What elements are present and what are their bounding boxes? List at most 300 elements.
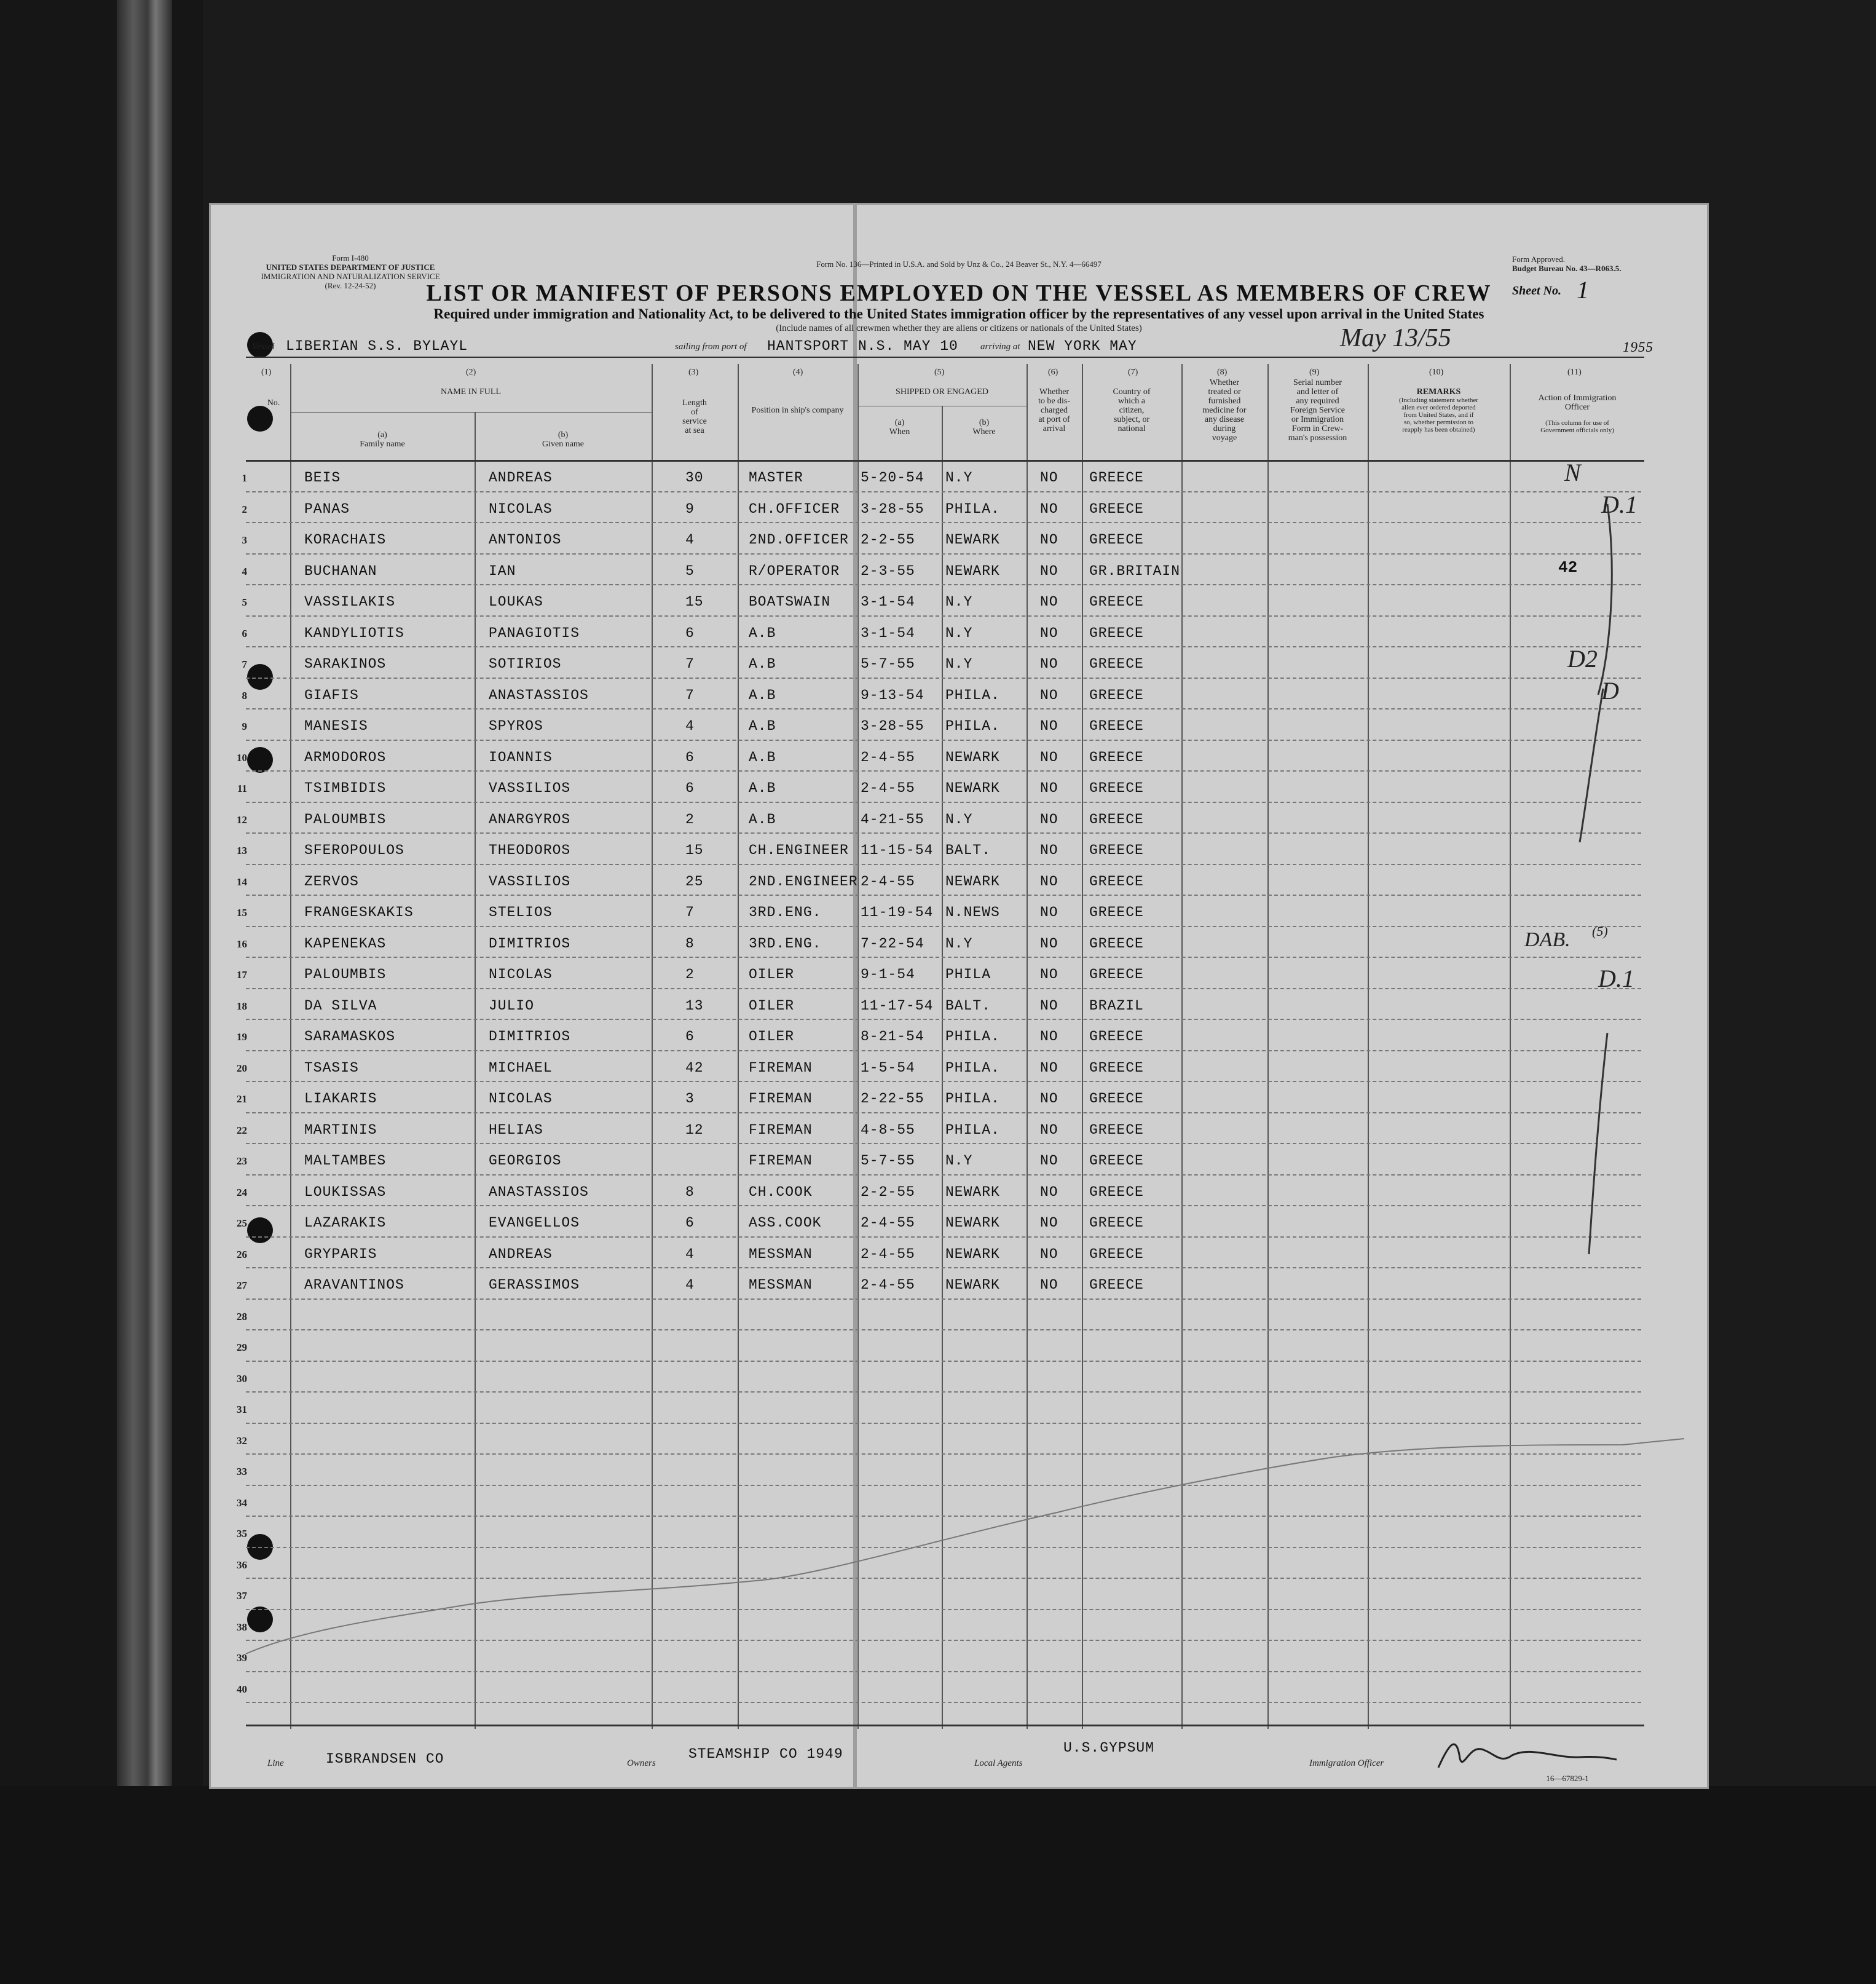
cell-when: 2-22-55 [861, 1091, 924, 1107]
cell-country: GREECE [1089, 873, 1144, 890]
cell-given: MICHAEL [489, 1059, 553, 1076]
cell-where: NEWARK [945, 1277, 1000, 1293]
row-number: 15 [237, 907, 247, 919]
cell-when: 7-22-54 [861, 935, 924, 952]
header-when: (a) When [889, 418, 910, 437]
annotation-dab: DAB. [1524, 928, 1571, 951]
manifest-subtitle: Required under immigration and Nationality Act, to be delivered to the United States immigration officer by the representatives of any vessel upon arrival in the United States [433, 306, 1484, 322]
year: 1955 [1623, 339, 1653, 355]
film-edge-strip [117, 0, 172, 1984]
cell-country: GREECE [1089, 1153, 1144, 1169]
sailing-port: HANTSPORT N.S. MAY 10 [767, 338, 958, 354]
cell-country: GREECE [1089, 1121, 1144, 1138]
cell-given: VASSILIOS [489, 780, 571, 796]
cell-country: GREECE [1089, 966, 1144, 982]
row-number: 9 [242, 721, 247, 732]
row-number: 8 [242, 689, 247, 702]
crew-row [209, 555, 1709, 586]
cell-length: 7 [685, 687, 695, 703]
crew-row [209, 1082, 1709, 1113]
col-num: (5) [934, 368, 945, 377]
cell-given: HELIAS [489, 1121, 543, 1138]
cell-where: N.Y [945, 594, 973, 610]
cell-position: 3RD.ENG. [749, 904, 822, 920]
line-value: ISBRANDSEN CO [326, 1751, 444, 1767]
cell-where: PHILA. [945, 687, 1000, 703]
cell-position: A.B [749, 718, 776, 734]
cell-when: 2-4-55 [861, 780, 915, 796]
cell-position: FIREMAN [749, 1121, 813, 1138]
cell-when: 3-1-54 [861, 625, 915, 641]
cell-position: OILER [749, 1029, 795, 1045]
cell-discharged: NO [1040, 625, 1058, 641]
cell-given: DIMITRIOS [489, 1029, 571, 1045]
row-number: 23 [237, 1155, 247, 1167]
cell-family: MALTAMBES [304, 1153, 387, 1169]
row-number: 30 [237, 1372, 247, 1385]
row-number: 36 [237, 1559, 247, 1571]
cell-where: NEWARK [945, 749, 1000, 765]
row-number: 33 [237, 1466, 247, 1477]
cell-discharged: NO [1040, 935, 1058, 952]
cell-given: ANARGYROS [489, 811, 571, 828]
cell-position: FIREMAN [749, 1091, 813, 1107]
cell-when: 2-4-55 [861, 1246, 915, 1262]
row-number: 7 [242, 658, 247, 670]
crew-row [209, 523, 1709, 555]
cell-country: GREECE [1089, 1029, 1144, 1045]
cell-family: TSASIS [304, 1059, 359, 1076]
row-number: 5 [242, 596, 247, 608]
header-where: (b) Where [972, 418, 996, 437]
cell-discharged: NO [1040, 1121, 1058, 1138]
cell-length: 4 [685, 1277, 695, 1293]
cell-length: 15 [685, 594, 704, 610]
cell-where: NEWARK [945, 532, 1000, 548]
punch-hole [247, 406, 273, 432]
header-country: Country of which a citizen, subject, or national [1113, 387, 1151, 433]
name-subheader-line [290, 412, 652, 413]
cell-discharged: NO [1040, 966, 1058, 982]
cell-where: N.NEWS [945, 904, 1000, 920]
cell-when: 11-17-54 [861, 997, 934, 1014]
crew-row [209, 1206, 1709, 1238]
crew-row [209, 803, 1709, 834]
col-num: (9) [1309, 368, 1320, 377]
row-number: 17 [237, 969, 247, 981]
cell-where: N.Y [945, 1153, 973, 1169]
cell-family: SFEROPOULOS [304, 842, 404, 858]
cell-discharged: NO [1040, 1184, 1058, 1200]
cell-position: A.B [749, 656, 776, 672]
crew-row [209, 741, 1709, 772]
cell-discharged: NO [1040, 1153, 1058, 1169]
agents-value: U.S.GYPSUM [1063, 1740, 1155, 1756]
row-number: 20 [237, 1062, 247, 1074]
col-num: (4) [793, 368, 803, 377]
cell-given: THEODOROS [489, 842, 571, 858]
cell-length: 7 [685, 656, 695, 672]
crew-row [209, 1020, 1709, 1051]
cell-length: 42 [685, 1059, 704, 1076]
cell-discharged: NO [1040, 1091, 1058, 1107]
cell-discharged: NO [1040, 1277, 1058, 1293]
cell-position: 2ND.ENGINEER [749, 873, 858, 890]
cell-family: KANDYLIOTIS [304, 625, 404, 641]
printer-note: Form No. 136—Printed in U.S.A. and Sold by Unz & Co., 24 Beaver St., N.Y. 4—66497 [816, 259, 1102, 269]
cell-when: 11-19-54 [861, 904, 934, 920]
cell-country: GREECE [1089, 594, 1144, 610]
cell-country: BRAZIL [1089, 997, 1144, 1014]
cell-family: ARAVANTINOS [304, 1277, 404, 1293]
cell-family: PALOUMBIS [304, 811, 387, 828]
cell-length: 6 [685, 1215, 695, 1231]
vessel-name: LIBERIAN S.S. BYLAYL [286, 338, 468, 354]
cell-given: ANASTASSIOS [489, 1184, 589, 1200]
cell-given: DIMITRIOS [489, 935, 571, 952]
cell-length: 15 [685, 842, 704, 858]
cell-where: N.Y [945, 935, 973, 952]
header-no: No. [267, 398, 280, 408]
cell-country: GREECE [1089, 749, 1144, 765]
cell-country: GREECE [1089, 625, 1144, 641]
crew-row [209, 461, 1709, 492]
cell-when: 4-21-55 [861, 811, 924, 828]
cell-position: OILER [749, 966, 795, 982]
header-family: (a) Family name [360, 430, 405, 449]
cell-discharged: NO [1040, 500, 1058, 517]
vessel-label: Vessel [252, 342, 275, 352]
manifest-subtitle-note: (Include names of all crewmen whether they are aliens or citizens or nationals of the United States) [776, 323, 1142, 333]
cell-length: 4 [685, 1246, 695, 1262]
cell-when: 5-20-54 [861, 470, 924, 486]
line-label: Line [267, 1758, 284, 1768]
header-remarks: REMARKS (Including statement whether alien ever ordered deported from United States, and if so, whether permission to reapply has been obtained) [1399, 387, 1478, 433]
cell-position: CH.OFFICER [749, 500, 840, 517]
cell-family: PALOUMBIS [304, 966, 387, 982]
cell-family: ZERVOS [304, 873, 359, 890]
cell-position: A.B [749, 687, 776, 703]
cell-given: JULIO [489, 997, 535, 1014]
cell-country: GREECE [1089, 904, 1144, 920]
cell-where: NEWARK [945, 1184, 1000, 1200]
cell-family: TSIMBIDIS [304, 780, 387, 796]
cell-family: DA SILVA [304, 997, 377, 1014]
cell-when: 2-4-55 [861, 1277, 915, 1293]
col-num: (11) [1567, 368, 1582, 377]
film-margin-bottom [0, 1786, 1876, 1984]
form-agency-header: Form I-480 UNITED STATES DEPARTMENT OF JUSTICE IMMIGRATION AND NATURALIZATION SERVICE (Rev. 12-24-52) [261, 253, 440, 290]
annotation-d2: D2 [1567, 645, 1598, 673]
cell-when: 2-2-55 [861, 1184, 915, 1200]
cell-given: IAN [489, 563, 516, 579]
budget-approval: Form Approved. Budget Bureau No. 43—R063.5. [1512, 255, 1622, 273]
cell-when: 5-7-55 [861, 1153, 915, 1169]
row-number: 16 [237, 938, 247, 950]
cell-country: GREECE [1089, 1091, 1144, 1107]
row-number: 1 [242, 472, 247, 484]
cell-given: ANTONIOS [489, 532, 562, 548]
cell-position: FIREMAN [749, 1153, 813, 1169]
cell-position: 3RD.ENG. [749, 935, 822, 952]
cell-country: GREECE [1089, 718, 1144, 734]
cell-discharged: NO [1040, 718, 1058, 734]
row-number: 34 [237, 1496, 247, 1509]
manifest-title: LIST OR MANIFEST OF PERSONS EMPLOYED ON THE VESSEL AS MEMBERS OF CREW [426, 280, 1492, 306]
cell-country: GREECE [1089, 656, 1144, 672]
cell-length: 2 [685, 966, 695, 982]
row-number: 4 [242, 565, 247, 577]
cell-given: NICOLAS [489, 500, 553, 517]
cell-given: SOTIRIOS [489, 656, 562, 672]
row-number: 22 [237, 1124, 247, 1136]
row-number: 18 [237, 1000, 247, 1012]
row-number: 24 [237, 1186, 247, 1198]
cell-length: 5 [685, 563, 695, 579]
agents-label: Local Agents [974, 1758, 1023, 1768]
row-number: 11 [237, 783, 247, 794]
cell-where: PHILA. [945, 500, 1000, 517]
cell-discharged: NO [1040, 811, 1058, 828]
cell-given: NICOLAS [489, 1091, 553, 1107]
crew-row [209, 989, 1709, 1021]
col-num: (7) [1128, 368, 1138, 377]
row-number: 3 [242, 534, 247, 546]
sheet-number: 1 [1577, 276, 1589, 304]
form-code: 16—67829-1 [1546, 1774, 1589, 1783]
cell-given: GEORGIOS [489, 1153, 562, 1169]
cell-when: 3-28-55 [861, 718, 924, 734]
row-number: 28 [237, 1310, 247, 1322]
row-number: 29 [237, 1342, 247, 1353]
cell-length: 7 [685, 904, 695, 920]
owners-label: Owners [627, 1758, 656, 1768]
cell-country: GREECE [1089, 470, 1144, 486]
cell-position: FIREMAN [749, 1059, 813, 1076]
cell-country: GREECE [1089, 1215, 1144, 1231]
annotation-five: (5) [1592, 923, 1608, 939]
cell-length: 6 [685, 1029, 695, 1045]
cell-where: PHILA. [945, 1029, 1000, 1045]
cell-family: FRANGESKAKIS [304, 904, 414, 920]
cell-country: GREECE [1089, 687, 1144, 703]
handwritten-arrival-date: May 13/55 [1340, 324, 1451, 352]
cell-given: GERASSIMOS [489, 1277, 580, 1293]
crew-row [209, 647, 1709, 679]
crew-row [209, 958, 1709, 989]
cell-where: NEWARK [945, 1246, 1000, 1262]
cell-family: BUCHANAN [304, 563, 377, 579]
cell-family: GIAFIS [304, 687, 359, 703]
header-shipped: SHIPPED OR ENGAGED [896, 387, 988, 397]
annotation-d1: D.1 [1601, 491, 1638, 518]
cell-where: NEWARK [945, 563, 1000, 579]
cell-discharged: NO [1040, 904, 1058, 920]
col-num: (1) [261, 368, 272, 377]
cell-position: R/OPERATOR [749, 563, 840, 579]
cell-discharged: NO [1040, 1029, 1058, 1045]
cell-country: GR.BRITAIN [1089, 563, 1181, 579]
cell-discharged: NO [1040, 749, 1058, 765]
row-number: 37 [237, 1590, 247, 1602]
cell-country: GREECE [1089, 935, 1144, 952]
header-position: Position in ship's company [751, 406, 844, 415]
cell-family: VASSILAKIS [304, 594, 396, 610]
cell-when: 2-4-55 [861, 749, 915, 765]
annotation-n: N [1564, 459, 1581, 486]
cell-when: 9-13-54 [861, 687, 924, 703]
crew-row [209, 834, 1709, 865]
footer-top-rule [246, 1725, 1644, 1726]
cell-when: 9-1-54 [861, 966, 915, 982]
cell-length: 6 [685, 625, 695, 641]
cell-when: 3-1-54 [861, 594, 915, 610]
cell-family: LIAKARIS [304, 1091, 377, 1107]
row-number: 27 [237, 1279, 247, 1291]
cell-discharged: NO [1040, 563, 1058, 579]
cell-when: 3-28-55 [861, 500, 924, 517]
cell-country: GREECE [1089, 842, 1144, 858]
cell-given: SPYROS [489, 718, 543, 734]
cell-when: 2-4-55 [861, 1215, 915, 1231]
cell-where: BALT. [945, 842, 991, 858]
cell-discharged: NO [1040, 594, 1058, 610]
cell-family: LOUKISSAS [304, 1184, 387, 1200]
cell-country: GREECE [1089, 532, 1144, 548]
crew-row [209, 492, 1709, 524]
cell-family: ARMODOROS [304, 749, 387, 765]
annotation-d: D [1601, 677, 1619, 705]
cell-where: N.Y [945, 811, 973, 828]
cell-given: ANDREAS [489, 1246, 553, 1262]
cell-when: 5-7-55 [861, 656, 915, 672]
cell-given: IOANNIS [489, 749, 553, 765]
crew-row [209, 865, 1709, 896]
cell-where: PHILA. [945, 1059, 1000, 1076]
col-num: (3) [688, 368, 699, 377]
cell-family: PANAS [304, 500, 350, 517]
cell-given: VASSILIOS [489, 873, 571, 890]
row-number: 2 [242, 503, 247, 515]
cell-length: 9 [685, 500, 695, 517]
cell-length: 13 [685, 997, 704, 1014]
cell-length: 6 [685, 749, 695, 765]
cell-length: 30 [685, 470, 704, 486]
cell-country: GREECE [1089, 1184, 1144, 1200]
cell-length: 2 [685, 811, 695, 828]
cell-given: STELIOS [489, 904, 553, 920]
cell-discharged: NO [1040, 656, 1058, 672]
row-number: 21 [237, 1093, 247, 1105]
cell-discharged: NO [1040, 1059, 1058, 1076]
cell-discharged: NO [1040, 1246, 1058, 1262]
cell-family: BEIS [304, 470, 341, 486]
cell-when: 8-21-54 [861, 1029, 924, 1045]
row-number: 32 [237, 1434, 247, 1447]
cell-family: KAPENEKAS [304, 935, 387, 952]
row-separator [246, 1702, 1641, 1703]
row-number: 35 [237, 1528, 247, 1539]
crew-row [209, 679, 1709, 710]
cell-position: BOATSWAIN [749, 594, 831, 610]
cell-length: 3 [685, 1091, 695, 1107]
paper-crack [209, 1248, 1709, 1678]
cell-country: GREECE [1089, 1277, 1144, 1293]
cell-where: N.Y [945, 656, 973, 672]
cell-family: SARAMASKOS [304, 1029, 396, 1045]
cell-where: PHILA. [945, 718, 1000, 734]
film-margin-left [0, 0, 203, 1984]
row-number: 13 [237, 845, 247, 856]
cell-position: CH.COOK [749, 1184, 813, 1200]
cell-when: 2-3-55 [861, 563, 915, 579]
cell-length: 4 [685, 718, 695, 734]
vessel-underline [246, 357, 1644, 358]
col-num: (10) [1429, 368, 1444, 377]
cell-when: 2-2-55 [861, 532, 915, 548]
header-length: Length of service at sea [682, 398, 707, 435]
header-given: (b) Given name [542, 430, 585, 449]
row-number: 39 [237, 1652, 247, 1664]
cell-position: MASTER [749, 470, 803, 486]
cell-position: MESSMAN [749, 1246, 813, 1262]
row-number: 19 [237, 1031, 247, 1043]
cell-length: 12 [685, 1121, 704, 1138]
cell-when: 11-15-54 [861, 842, 934, 858]
row-number: 38 [237, 1621, 247, 1633]
sheet-label: Sheet No. [1512, 284, 1561, 298]
crew-row [209, 1113, 1709, 1145]
cell-family: SARAKINOS [304, 656, 387, 672]
row-number: 10 [237, 751, 247, 764]
cell-where: NEWARK [945, 1215, 1000, 1231]
cell-where: N.Y [945, 625, 973, 641]
cell-where: PHILA. [945, 1091, 1000, 1107]
cell-where: N.Y [945, 470, 973, 486]
cell-family: KORACHAIS [304, 532, 387, 548]
col-num: (2) [466, 368, 476, 377]
cell-country: GREECE [1089, 1059, 1144, 1076]
cell-where: NEWARK [945, 780, 1000, 796]
cell-position: A.B [749, 780, 776, 796]
cell-position: ASS.COOK [749, 1215, 822, 1231]
row-number: 25 [237, 1217, 247, 1229]
cell-discharged: NO [1040, 687, 1058, 703]
cell-discharged: NO [1040, 873, 1058, 890]
cell-where: NEWARK [945, 873, 1000, 890]
header-treated: Whether treated or furnished medicine for any disease during voyage [1202, 378, 1247, 443]
cell-given: ANASTASSIOS [489, 687, 589, 703]
cell-discharged: NO [1040, 780, 1058, 796]
cell-when: 1-5-54 [861, 1059, 915, 1076]
crew-row [209, 1051, 1709, 1083]
cell-country: GREECE [1089, 500, 1144, 517]
cell-length: 8 [685, 935, 695, 952]
cell-given: ANDREAS [489, 470, 553, 486]
crew-row [209, 709, 1709, 741]
row-number: 12 [237, 813, 247, 826]
row-number: 6 [242, 627, 247, 639]
cell-where: PHILA [945, 966, 991, 982]
row-number: 26 [237, 1248, 247, 1260]
cell-discharged: NO [1040, 532, 1058, 548]
crew-row [209, 617, 1709, 648]
cell-when: 4-8-55 [861, 1121, 915, 1138]
cell-position: 2ND.OFFICER [749, 532, 849, 548]
cell-given: NICOLAS [489, 966, 553, 982]
cell-where: BALT. [945, 997, 991, 1014]
cell-position: MESSMAN [749, 1277, 813, 1293]
